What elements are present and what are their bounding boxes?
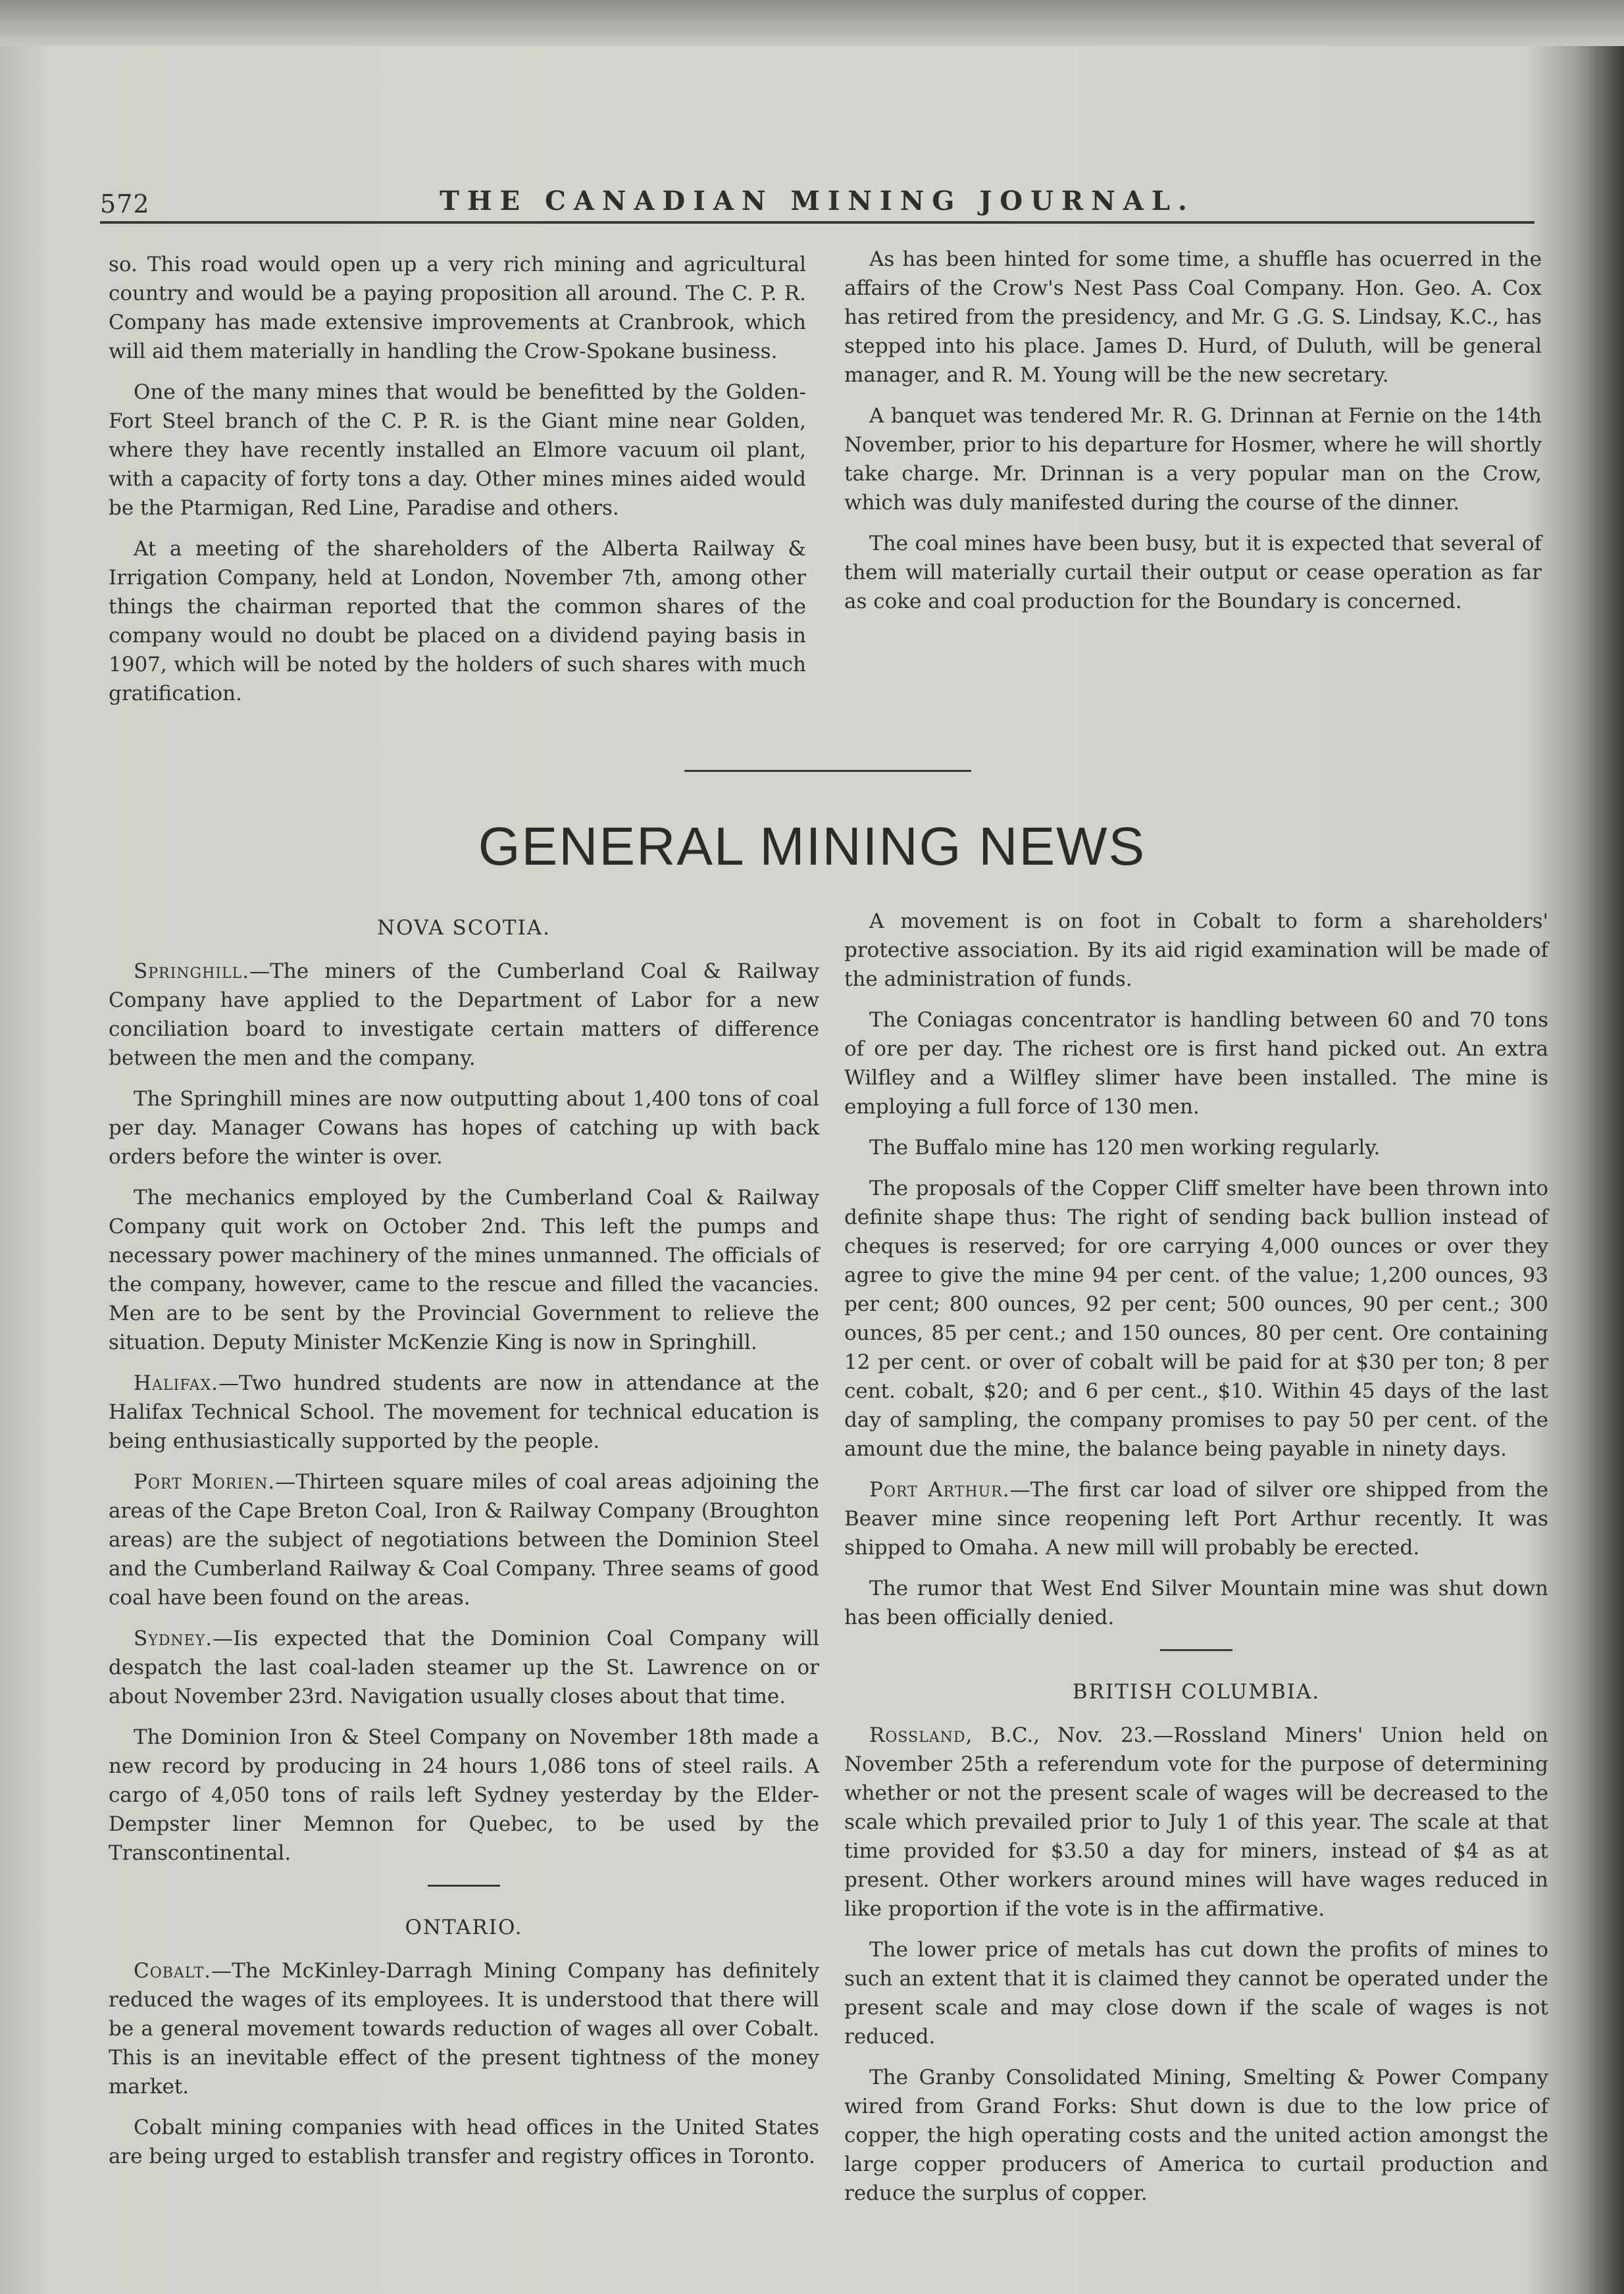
section-divider — [428, 1885, 500, 1887]
bottom-left-column — [109, 913, 819, 2183]
news-item: The Granby Consolidated Mining, Smelting & Power Company wired from Grand Forks: Shut down is due to the low price of copper, the high operating costs and the united action amongst the large copper producers of America to curtail production and reduce the surplus of copper. — [844, 2066, 1548, 2205]
news-item: The proposals of the Copper Cliff smelter have been thrown into definite shape thus: The right of sending back bullion instead of cheques is reserved; for ore carrying 4,000 ounces or over they agree to give the mine 94 per cent. of the value; 1,200 ounces, 93 per cent; 800 ounces, 92 per cent; 500 ounces, 90 per cent.; 300 ounces, 85 per cent.; and 150 ounces, 80 per cent. Ore containing 12 per cent. or over of cobalt will be paid for at $30 per ton; 8 per cent. cobalt, $20; and 6 per cent., $10. Within 45 days of the last day of sampling, the company promises to pay 50 per cent. of the amount due the mine, the balance being payable in ninety days. — [844, 1177, 1548, 1461]
place-lead: Sydney. — [134, 1627, 213, 1650]
place-lead: Port Morien. — [134, 1470, 276, 1494]
section-heading-british-columbia: BRITISH COLUMBIA. — [1072, 1680, 1321, 1704]
article-paragraph: The coal mines have been busy, but it is expected that several of them will materially curtail their output or cease operation as far as coke and coal production for the Boundary is concerned. — [844, 532, 1542, 613]
place-lead: Rossland, — [869, 1723, 973, 1747]
news-item: Cobalt.—The McKinley-Darragh Mining Company has definitely reduced the wages of its employees. It is understood that there will be a general movement towards reduction of wages all over Cobalt. This is an inevitable effect of the present tightness of the money market. — [109, 1959, 819, 2099]
news-item: Cobalt mining companies with head offices in the United States are being urged to establish transfer and registry offices in Toronto. — [109, 2116, 819, 2168]
section-divider — [684, 770, 971, 772]
news-item: The Buffalo mine has 120 men working regularly. — [869, 1136, 1381, 1160]
news-item: Springhill.—The miners of the Cumberland Coal & Railway Company have applied to the Department of Labor for a new conciliation board to investigate certain matters of difference between the men and the company. — [109, 959, 819, 1070]
news-item: The lower price of metals has cut down the profits of mines to such an extent that it is claimed they cannot be operated under the present scale and may close down if the scale of wages is not reduced. — [844, 1938, 1548, 2049]
news-item: Halifax.—Two hundred students are now in attendance at the Halifax Technical School. The movement for technical education is being enthusiastically supported by the people. — [109, 1371, 819, 1453]
news-item: Port Morien.—Thirteen square miles of coal areas adjoining the areas of the Cape Breton Coal, Iron & Railway Company (Broughton areas) are the subject of negotiations between the Dominion Steel and the Cumberland Railway & Coal Company. Three seams of good coal have been found on the areas. — [109, 1470, 819, 1610]
place-lead: Port Arthur. — [869, 1478, 1010, 1502]
place-lead: Halifax. — [134, 1371, 218, 1395]
place-lead: Cobalt. — [134, 1959, 212, 1983]
article-paragraph: As has been hinted for some time, a shuffle has ocuerred in the affairs of the Crow's Nest Pass Coal Company. Hon. Geo. A. Cox has retired from the presidency, and Mr. G .G. S. Lindsay, K.C., has stepped into his place. James D. Hurd, of Duluth, will be general manager, and R. M. Young will be the new secretary. — [844, 247, 1542, 387]
article-paragraph: so. This road would open up a very rich mining and agricultural country and would be a paying proposition all around. The C. P. R. Company has made extensive improvements at Cranbrook, which will aid them materially in handling the Crow-Spokane business. — [109, 253, 806, 363]
section-heading-ontario: ONTARIO. — [405, 1916, 523, 1939]
top-right-column — [844, 245, 1542, 628]
section-heading-nova-scotia: NOVA SCOTIA. — [376, 916, 551, 940]
news-item: The rumor that West End Silver Mountain mine was shut down has been officially denied. — [844, 1577, 1548, 1629]
article-paragraph: At a meeting of the shareholders of the Alberta Railway & Irrigation Company, held at London, November 7th, among other things the chairman reported that the common shares of the company would no doubt be placed on a dividend paying basis in 1907, which will be noted by the holders of such shares with much gratification. — [109, 537, 806, 705]
news-item: Port Arthur.—The first car load of silver ore shipped from the Beaver mine since reopening left Port Arthur recently. It was shipped to Omaha. A new mill will probably be erected. — [844, 1478, 1548, 1560]
news-item: The Coniagas concentrator is handling between 60 and 70 tons of ore per day. The richest ore is first hand picked out. An extra Wilfley and a Wilfley slimer have been installed. The mine is employing a full force of 130 men. — [844, 1008, 1548, 1119]
section-divider — [1160, 1649, 1232, 1651]
top-left-column — [109, 250, 806, 720]
bottom-right-column — [844, 907, 1548, 2220]
news-item: Sydney.—Iis expected that the Dominion Coal Company will despatch the last coal-laden steamer up the St. Lawrence on or about November 23rd. Navigation usually closes about that time. — [109, 1627, 819, 1708]
news-item: The Springhill mines are now outputting about 1,400 tons of coal per day. Manager Cowans has hopes of catching up with back orders before the winter is over. — [109, 1087, 819, 1169]
main-heading: GENERAL MINING NEWS — [478, 817, 1146, 877]
article-paragraph: A banquet was tendered Mr. R. G. Drinnan at Fernie on the 14th November, prior to his departure for Hosmer, where he will shortly take charge. Mr. Drinnan is a very popular man on the Crow, which was duly manifested during the course of the dinner. — [844, 404, 1542, 515]
news-item: The mechanics employed by the Cumberland Coal & Railway Company quit work on October 2nd. This left the pumps and necessary power machinery of the mines unmanned. The officials of the company, however, came to the rescue and filled the vacancies. Men are to be sent by the Provincial Government to relieve the situation. Deputy Minister McKenzie King is now in Springhill. — [109, 1186, 819, 1354]
news-item: The Dominion Iron & Steel Company on November 18th made a new record by producing in 24 hours 1,086 tons of steel rails. A cargo of 4,050 tons of rails left Sydney yesterday by the Elder-Dempster liner Memnon for Quebec, to be used by the Transcontinental. — [109, 1725, 819, 1865]
article-paragraph: One of the many mines that would be benefitted by the Golden-Fort Steel branch of the C. P. R. is the Giant mine near Golden, where they have recently installed an Elmore vacuum oil plant, with a capacity of forty tons a day. Other mines mines aided would be the Ptarmigan, Red Line, Paradise and others. — [109, 380, 806, 520]
news-item: Rossland, B.C., Nov. 23.—Rossland Miners' Union held on November 25th a referendum vote for the purpose of determining whether or not the present scale of wages will be decreased to the scale which prevailed prior to July 1 of this year. The scale at that time provided for $3.50 a day for miners, instead of $4 as at present. Other workers around mines will have wages reduced in like proportion if the vote is in the affirmative. — [844, 1723, 1548, 1921]
journal-title: THE CANADIAN MINING JOURNAL. — [440, 186, 1195, 217]
page-number: 572 — [100, 190, 150, 218]
header-rule — [100, 221, 1535, 224]
page-header — [100, 178, 1535, 224]
news-item: A movement is on foot in Cobalt to form a shareholders' protective association. By its aid rigid examination will be made of the administration of funds. — [844, 909, 1548, 991]
place-lead: Springhill. — [134, 959, 250, 983]
